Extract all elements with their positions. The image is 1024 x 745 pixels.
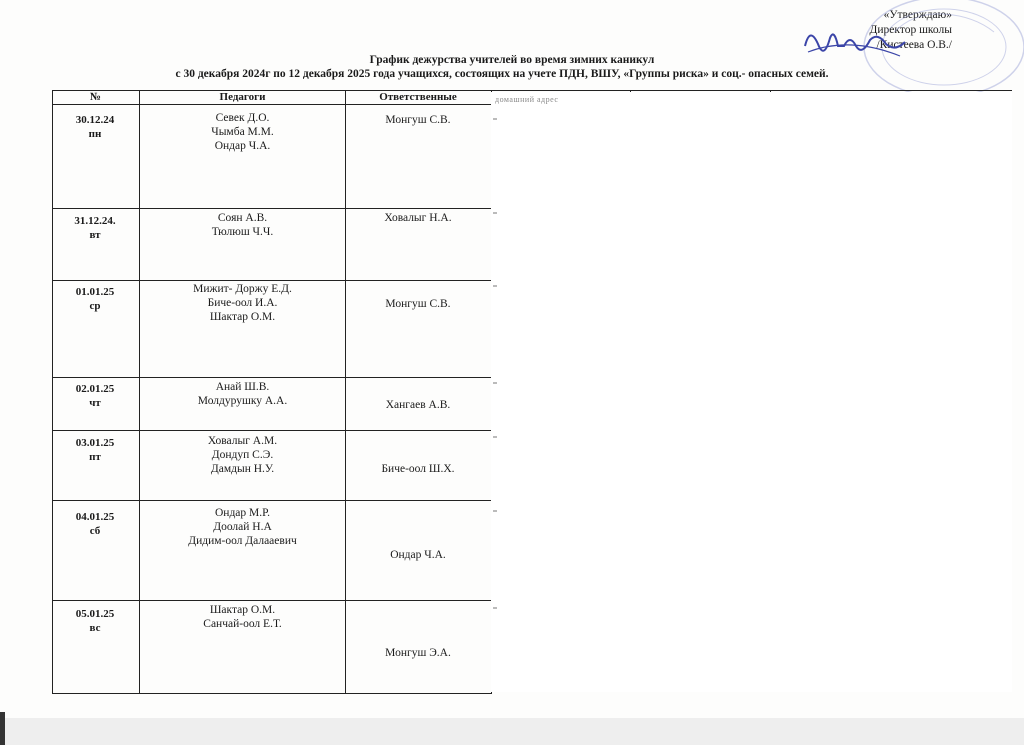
row-responsible: Хангаев А.В. bbox=[385, 399, 451, 411]
row-date: 04.01.25 bbox=[75, 511, 115, 523]
row-weekday: чт bbox=[89, 397, 101, 409]
teacher-name: Анай Ш.В. bbox=[215, 381, 270, 393]
column-divider-2 bbox=[345, 90, 346, 694]
teacher-name: Дидим-оол Далааевич bbox=[188, 535, 297, 547]
title-line-2: с 30 декабря 2024г по 12 декабря 2025 года учащихся, состоящих на учете ПДН, ВШУ, «Группы риска» и соц.- опасных семей. bbox=[175, 68, 829, 80]
scan-artifact bbox=[493, 510, 497, 512]
row-date: 03.01.25 bbox=[75, 437, 115, 449]
row-weekday: вт bbox=[89, 229, 101, 241]
scan-artifact bbox=[493, 382, 497, 384]
header-address-fragment: домашний адрес bbox=[495, 95, 559, 104]
approval-name: /Кистеева О.В./ bbox=[876, 39, 952, 51]
row-date: 02.01.25 bbox=[75, 383, 115, 395]
row-teachers bbox=[140, 434, 345, 476]
row-weekday: пт bbox=[89, 451, 101, 463]
document-title bbox=[0, 53, 1024, 81]
row-separator bbox=[52, 377, 492, 378]
row-responsible: Ондар Ч.А. bbox=[390, 549, 446, 561]
scan-artifact bbox=[493, 436, 497, 438]
row-date: 30.12.24 bbox=[75, 114, 115, 126]
teacher-name: Соян А.В. bbox=[217, 212, 268, 224]
teacher-name: Шактар О.М. bbox=[209, 604, 276, 616]
row-responsible: Монгуш С.В. bbox=[385, 114, 451, 126]
redacted-area bbox=[491, 92, 1012, 692]
scan-artifact bbox=[493, 607, 497, 609]
row-date: 05.01.25 bbox=[75, 608, 115, 620]
table-row-date bbox=[52, 214, 138, 242]
teacher-name: Чымба М.М. bbox=[211, 126, 274, 138]
teacher-name: Доолай Н.А bbox=[213, 521, 272, 533]
teacher-name: Севек Д.О. bbox=[215, 112, 270, 124]
row-separator bbox=[52, 280, 492, 281]
table-bottom-border bbox=[52, 693, 492, 694]
table-row-date bbox=[52, 285, 138, 313]
title-line-1: График дежурства учителей во время зимних каникул bbox=[369, 54, 655, 66]
row-teachers bbox=[140, 282, 345, 324]
row-separator bbox=[52, 208, 492, 209]
header-bottom-border bbox=[52, 104, 492, 105]
teacher-name: Дондуп С.Э. bbox=[211, 449, 274, 461]
table-row-date bbox=[52, 510, 138, 538]
teacher-name: Ховалыг А.М. bbox=[207, 435, 278, 447]
row-teachers bbox=[140, 380, 345, 408]
approval-title: «Утверждаю» bbox=[883, 9, 952, 21]
row-weekday: пн bbox=[88, 128, 102, 140]
scan-artifact bbox=[493, 212, 497, 214]
teacher-name: Дамдын Н.У. bbox=[210, 463, 275, 475]
row-responsible: Монгуш С.В. bbox=[385, 298, 451, 310]
row-date: 01.01.25 bbox=[75, 286, 115, 298]
teacher-name: Ондар Ч.А. bbox=[214, 140, 271, 152]
scan-artifact bbox=[493, 118, 497, 120]
teacher-name: Тюлюш Ч.Ч. bbox=[211, 226, 274, 238]
scan-left-edge bbox=[0, 712, 5, 745]
teacher-name: Санчай-оол Е.Т. bbox=[203, 618, 282, 630]
scan-bottom-edge bbox=[0, 718, 1024, 745]
row-separator bbox=[52, 500, 492, 501]
row-responsible: Ховалыг Н.А. bbox=[384, 212, 452, 224]
header-responsible: Ответственные bbox=[379, 91, 457, 103]
table-row-date bbox=[52, 113, 138, 141]
table-row-date bbox=[52, 607, 138, 635]
teacher-name: Шактар О.М. bbox=[209, 311, 276, 323]
header-teachers: Педагоги bbox=[219, 91, 266, 103]
row-date: 31.12.24. bbox=[74, 215, 116, 227]
table-row-date bbox=[52, 436, 138, 464]
teacher-name: Мижит- Доржу Е.Д. bbox=[193, 283, 292, 295]
header-number: № bbox=[89, 91, 102, 103]
row-responsible: Биче-оол Ш.Х. bbox=[381, 463, 455, 475]
approval-position: Директор школы bbox=[869, 24, 952, 36]
row-teachers bbox=[140, 111, 345, 153]
row-weekday: сб bbox=[89, 525, 101, 537]
row-separator bbox=[52, 430, 492, 431]
row-weekday: вс bbox=[89, 622, 101, 634]
scan-artifact bbox=[493, 285, 497, 287]
row-teachers bbox=[140, 506, 345, 548]
row-responsible: Монгуш Э.А. bbox=[385, 647, 451, 659]
teacher-name: Биче-оол И.А. bbox=[207, 297, 278, 309]
teacher-name: Молдурушку А.А. bbox=[197, 395, 288, 407]
teacher-name: Ондар М.Р. bbox=[215, 507, 270, 519]
row-teachers bbox=[140, 211, 345, 239]
row-teachers bbox=[140, 603, 345, 631]
row-separator bbox=[52, 600, 492, 601]
table-row-date bbox=[52, 382, 138, 410]
row-weekday: ср bbox=[89, 300, 101, 312]
